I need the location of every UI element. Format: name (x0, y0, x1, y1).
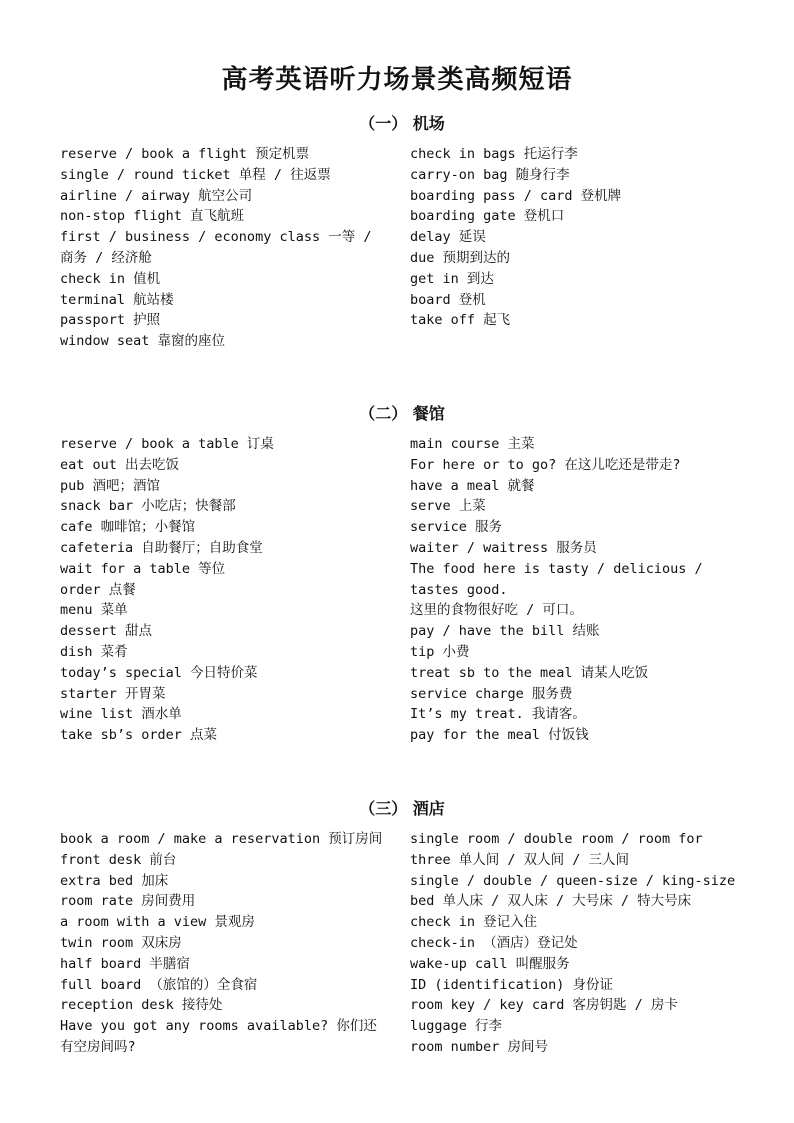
phrase-item: due 预期到达的 (410, 249, 511, 266)
phrase-item: It’s my treat. 我请客。 (410, 706, 586, 723)
phrase-item: serve 上菜 (410, 498, 486, 515)
section-airport (60, 113, 750, 352)
phrase-item: 这里的食物很好吃 / 可口。 (410, 602, 583, 619)
phrase-columns (60, 144, 750, 352)
phrase-item: book a room / make a reservation 预订房间 (60, 831, 383, 847)
phrase-item: cafeteria 自助餐厅；自助食堂 (60, 539, 263, 556)
phrase-item: terminal 航站楼 (60, 291, 174, 308)
phrase-item: order 点餐 (60, 581, 136, 598)
phrase-item: room key / key card 客房钥匙 / 房卡 (410, 997, 678, 1014)
phrase-item: room rate 房间费用 (60, 893, 196, 910)
phrase-item: single / double / queen-size / king-size bed 单人床 / 双人床 / 大号床 / 特大号床 (410, 872, 736, 910)
phrase-columns (60, 434, 750, 746)
phrase-item: single room / double room / room for three 单人间 / 双人间 / 三人间 (410, 831, 703, 868)
phrase-item: check-in （酒店）登记处 (410, 934, 578, 951)
phrase-item: reserve / book a table 订桌 (60, 436, 274, 452)
phrase-item: a room with a view 景观房 (60, 914, 255, 931)
phrase-item: have a meal 就餐 (410, 477, 535, 494)
phrase-item: reserve / book a flight 预定机票 (60, 146, 310, 162)
phrase-list-right (410, 829, 742, 1058)
phrase-item: window seat 靠窗的座位 (60, 333, 226, 350)
phrase-item: take sb’s order 点菜 (60, 727, 218, 744)
phrase-item: service 服务 (410, 519, 503, 536)
phrase-item: twin room 双床房 (60, 934, 182, 951)
phrase-item: treat sb to the meal 请某人吃饭 (410, 664, 649, 681)
phrase-item: carry-on bag 随身行李 (410, 166, 570, 183)
phrase-item: check in 值机 (60, 270, 161, 287)
phrase-list-left (60, 434, 388, 746)
phrase-columns (60, 829, 750, 1058)
phrase-item: boarding gate 登机口 (410, 208, 565, 225)
phrase-item: wake-up call 叫醒服务 (410, 955, 570, 972)
phrase-item: main course 主菜 (410, 436, 535, 452)
phrase-item: room number 房间号 (410, 1038, 549, 1055)
phrase-item: reception desk 接待处 (60, 997, 223, 1014)
phrase-item: dessert 甜点 (60, 623, 153, 640)
phrase-list-right (410, 434, 742, 746)
phrase-list-left (60, 144, 388, 352)
phrase-item: non-stop flight 直飞航班 (60, 208, 245, 225)
phrase-item: take off 起飞 (410, 312, 511, 329)
section-restaurant (60, 403, 750, 746)
phrase-item: today’s special 今日特价菜 (60, 664, 258, 681)
phrase-item: single / round ticket 单程 / 往返票 (60, 166, 331, 183)
phrase-item: extra bed 加床 (60, 872, 169, 889)
phrase-item: full board （旅馆的）全食宿 (60, 976, 258, 993)
phrase-item: airline / airway 航空公司 (60, 187, 253, 204)
phrase-item: starter 开胃菜 (60, 685, 166, 702)
phrase-item: The food here is tasty / delicious / tastes good. (410, 560, 703, 598)
phrase-item: get in 到达 (410, 270, 494, 287)
phrase-item: pay / have the bill 结账 (410, 623, 600, 640)
section-hotel (60, 798, 750, 1058)
phrase-item: waiter / waitress 服务员 (410, 539, 597, 556)
section-heading: （三） 酒店 (359, 799, 445, 818)
phrase-item: pub 酒吧；酒馆 (60, 477, 161, 494)
phrase-item: wait for a table 等位 (60, 560, 226, 577)
phrase-item: eat out 出去吃饭 (60, 456, 180, 473)
phrase-item: delay 延误 (410, 229, 486, 246)
document-title: 高考英语听力场景类高频短语 (221, 65, 573, 95)
phrase-item: first / business / economy class 一等 / 商务 / 经济舱 (60, 229, 372, 266)
phrase-item: check in bags 托运行李 (410, 146, 578, 162)
phrase-item: For here or to go? 在这儿吃还是带走? (410, 456, 681, 473)
phrase-item: wine list 酒水单 (60, 706, 182, 723)
phrase-item: check in 登记入住 (410, 914, 538, 931)
phrase-item: front desk 前台 (60, 851, 177, 868)
phrase-item: menu 菜单 (60, 602, 128, 619)
phrase-item: pay for the meal 付饭钱 (410, 727, 589, 744)
phrase-item: Have you got any rooms available? 你们还有空房间吗? (60, 1018, 377, 1055)
section-heading: （二） 餐馆 (359, 404, 445, 423)
phrase-item: ID (identification) 身份证 (410, 976, 614, 993)
phrase-item: cafe 咖啡馆；小餐馆 (60, 519, 196, 536)
phrase-item: half board 半膳宿 (60, 955, 190, 972)
phrase-item: service charge 服务费 (410, 685, 573, 702)
phrase-item: board 登机 (410, 291, 486, 308)
phrase-item: tip 小费 (410, 643, 470, 660)
phrase-item: passport 护照 (60, 312, 161, 329)
phrase-item: dish 菜肴 (60, 643, 128, 660)
phrase-item: snack bar 小吃店；快餐部 (60, 498, 236, 515)
section-heading: （一） 机场 (359, 114, 445, 133)
phrase-item: boarding pass / card 登机牌 (410, 187, 622, 204)
phrase-list-right (410, 144, 742, 331)
phrase-list-left (60, 829, 388, 1058)
phrase-item: luggage 行李 (410, 1018, 503, 1035)
